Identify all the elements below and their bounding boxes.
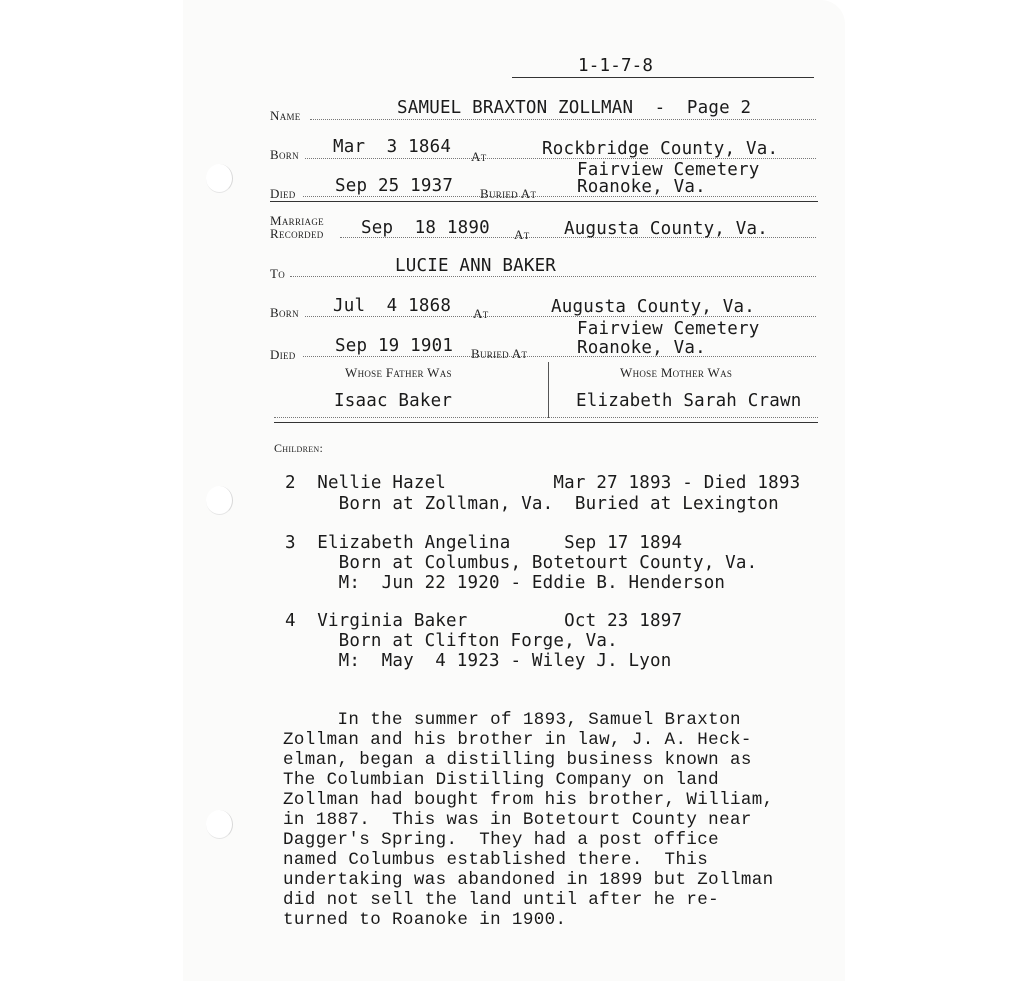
narrative-line: turned to Roanoke in 1900. <box>283 910 567 930</box>
marriage-place: Augusta County, Va. <box>564 219 768 239</box>
at-label: At <box>514 227 530 242</box>
child-entry: M: Jun 22 1920 - Eddie B. Henderson <box>285 573 726 593</box>
narrative-line: In the summer of 1893, Samuel Braxton <box>283 710 741 730</box>
binder-hole <box>206 810 233 839</box>
card-number: 1-1-7-8 <box>578 56 654 76</box>
name-label: Name <box>270 108 301 123</box>
died-line <box>303 356 816 357</box>
husband-died-date: Sep 25 1937 <box>335 176 454 196</box>
child-entry: 2 Nellie Hazel Mar 27 1893 - Died 1893 <box>285 473 801 493</box>
child-entry: Born at Clifton Forge, Va. <box>285 631 618 651</box>
child-entry: Born at Columbus, Botetourt County, Va. <box>285 553 758 573</box>
section-rule <box>274 422 818 423</box>
husband-born-place: Rockbridge County, Va. <box>542 139 779 159</box>
child-entry: 4 Virginia Baker Oct 23 1897 <box>285 611 683 631</box>
wife-born-date: Jul 4 1868 <box>333 296 452 316</box>
born-label: Born <box>270 305 299 320</box>
binder-hole <box>206 164 233 193</box>
narrative-line: The Columbian Distilling Company on land <box>283 770 720 790</box>
wife-name: LUCIE ANN BAKER <box>395 256 557 276</box>
husband-born-date: Mar 3 1864 <box>333 137 452 157</box>
died-label: Died <box>270 347 296 362</box>
child-entry: Born at Zollman, Va. Buried at Lexington <box>285 494 779 514</box>
wife-died-date: Sep 19 1901 <box>335 336 454 356</box>
narrative-line: Zollman and his brother in law, J. A. Heck- <box>283 730 752 750</box>
parents-line <box>274 417 818 418</box>
born-label: Born <box>270 147 299 162</box>
child-entry: 3 Elizabeth Angelina Sep 17 1894 <box>285 533 683 553</box>
wife-mother: Elizabeth Sarah Crawn <box>576 391 802 411</box>
narrative-line: named Columbus established there. This <box>283 850 709 870</box>
parents-divider <box>548 362 549 418</box>
to-line <box>290 276 816 277</box>
wife-buried-cemetery: Fairview Cemetery <box>577 319 760 339</box>
card-number-rule <box>512 77 814 78</box>
children-label: Children: <box>274 441 324 455</box>
narrative-line: did not sell the land until after he re- <box>283 890 720 910</box>
husband-buried-place: Roanoke, Va. <box>577 177 706 197</box>
died-label: Died <box>270 186 296 201</box>
narrative-line: undertaking was abandoned in 1899 but Zollman <box>283 870 774 890</box>
narrative-line: in 1887. This was in Botetourt County near <box>283 810 752 830</box>
marriage-label: Marriage Recorded <box>270 213 324 241</box>
buried-at-label: Buried At <box>480 186 537 201</box>
binder-hole <box>206 486 233 515</box>
at-label: At <box>473 306 489 321</box>
buried-at-label: Buried At <box>471 346 528 361</box>
husband-buried-cemetery: Fairview Cemetery <box>577 160 760 180</box>
died-line <box>303 196 816 197</box>
narrative-line: Dagger's Spring. They had a post office <box>283 830 720 850</box>
section-rule <box>270 201 818 202</box>
child-entry: M: May 4 1923 - Wiley J. Lyon <box>285 651 672 671</box>
wife-buried-place: Roanoke, Va. <box>577 338 706 358</box>
narrative-line: elman, began a distilling business known as <box>283 750 752 770</box>
whose-father-label: Whose Father Was <box>345 365 452 380</box>
marriage-date: Sep 18 1890 <box>361 218 490 238</box>
wife-born-place: Augusta County, Va. <box>551 297 755 317</box>
narrative-line: Zollman had bought from his brother, William, <box>283 790 774 810</box>
to-label: To <box>270 266 286 281</box>
wife-father: Isaac Baker <box>334 391 453 411</box>
husband-name: SAMUEL BRAXTON ZOLLMAN - Page 2 <box>397 98 752 118</box>
name-line <box>310 119 816 120</box>
at-label: At <box>471 149 487 164</box>
whose-mother-label: Whose Mother Was <box>620 365 733 380</box>
